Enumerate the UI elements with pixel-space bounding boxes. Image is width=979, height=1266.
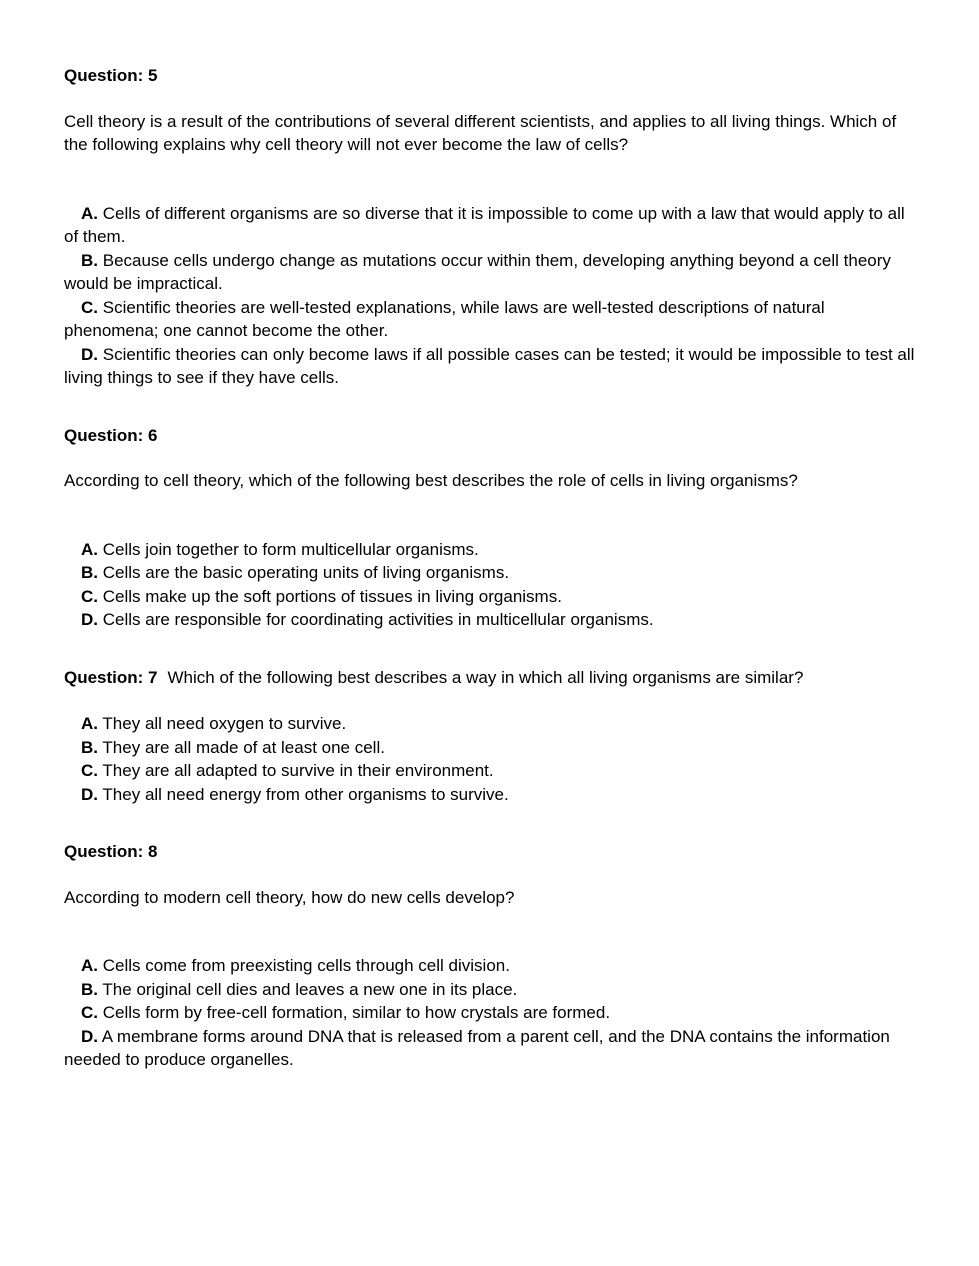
question-heading: Question: 8 xyxy=(64,842,158,861)
answer-option-c xyxy=(64,1001,919,1025)
answer-option-b xyxy=(64,978,919,1002)
option-letter: B. xyxy=(81,737,98,757)
question-7 xyxy=(64,666,919,807)
option-letter: D. xyxy=(81,784,98,804)
question-heading: Question: 6 xyxy=(64,425,158,445)
answer-option-c xyxy=(64,296,919,343)
option-text: Because cells undergo change as mutations occur within them, developing anything beyond a cell theory would be impractical. xyxy=(64,250,891,293)
question-text: According to modern cell theory, how do new cells develop? xyxy=(64,887,515,907)
answer-options xyxy=(64,954,919,1072)
option-text: A membrane forms around DNA that is released from a parent cell, and the DNA contains the information needed to produce organelles. xyxy=(64,1026,890,1069)
answer-option-d xyxy=(64,1025,919,1072)
option-text: Cells come from preexisting cells through cell division. xyxy=(102,956,510,975)
option-letter: D. xyxy=(81,1026,98,1046)
answer-options xyxy=(64,538,919,632)
option-letter: C. xyxy=(81,1003,98,1022)
option-letter: A. xyxy=(81,714,98,733)
option-text: Scientific theories can only become laws if all possible cases can be tested; it would be impossible to test all living things to see if they have cells. xyxy=(64,344,915,387)
answer-option-a xyxy=(64,538,919,562)
option-letter: B. xyxy=(81,563,98,582)
option-letter: D. xyxy=(81,344,98,364)
answer-option-d xyxy=(64,783,919,807)
question-5 xyxy=(64,64,919,390)
option-text: Cells are responsible for coordinating activities in multicellular organisms. xyxy=(102,610,654,629)
option-text: Cells are the basic operating units of living organisms. xyxy=(102,563,510,582)
answer-option-c xyxy=(64,759,919,783)
question-heading: Question: 5 xyxy=(64,66,158,85)
option-text: They are all adapted to survive in their environment. xyxy=(102,761,494,780)
answer-option-b xyxy=(64,249,919,296)
answer-option-b xyxy=(64,736,919,760)
option-text: They all need energy from other organisms to survive. xyxy=(102,784,509,804)
answer-option-a xyxy=(64,954,919,978)
option-letter: A. xyxy=(81,203,98,223)
answer-options xyxy=(64,202,919,390)
option-text: They all need oxygen to survive. xyxy=(102,714,347,733)
option-letter: C. xyxy=(81,586,98,606)
option-text: Cells join together to form multicellular organisms. xyxy=(102,539,479,559)
option-text: They are all made of at least one cell. xyxy=(102,737,385,757)
option-letter: A. xyxy=(81,956,98,975)
answer-options xyxy=(64,712,919,806)
question-heading: Question: 7 xyxy=(64,667,158,687)
option-text: Cells of different organisms are so diverse that it is impossible to come up with a law that would apply to all of them. xyxy=(64,203,905,246)
answer-option-b xyxy=(64,561,919,585)
option-letter: D. xyxy=(81,610,98,629)
question-text: Which of the following best describes a way in which all living organisms are similar? xyxy=(167,667,804,687)
option-letter: C. xyxy=(81,761,98,780)
answer-option-a xyxy=(64,712,919,736)
option-letter: A. xyxy=(81,539,98,559)
option-letter: B. xyxy=(81,250,98,270)
option-text: Cells make up the soft portions of tissues in living organisms. xyxy=(102,586,562,606)
question-6 xyxy=(64,424,919,632)
option-letter: B. xyxy=(81,979,98,999)
question-text: According to cell theory, which of the following best describes the role of cells in living organisms? xyxy=(64,471,798,490)
option-text: Scientific theories are well-tested explanations, while laws are well-tested descriptions of natural phenomena; one cannot become the other. xyxy=(64,297,825,340)
question-8 xyxy=(64,840,919,1072)
answer-option-c xyxy=(64,585,919,609)
option-text: The original cell dies and leaves a new one in its place. xyxy=(102,979,518,999)
option-text: Cells form by free-cell formation, similar to how crystals are formed. xyxy=(102,1003,611,1022)
question-text: Cell theory is a result of the contributions of several different scientists, and applies to all living things. Which of the following explains why cell theory will not ever become the law of cells? xyxy=(64,111,897,154)
answer-option-d xyxy=(64,343,919,390)
option-letter: C. xyxy=(81,297,98,317)
answer-option-a xyxy=(64,202,919,249)
answer-option-d xyxy=(64,608,919,632)
